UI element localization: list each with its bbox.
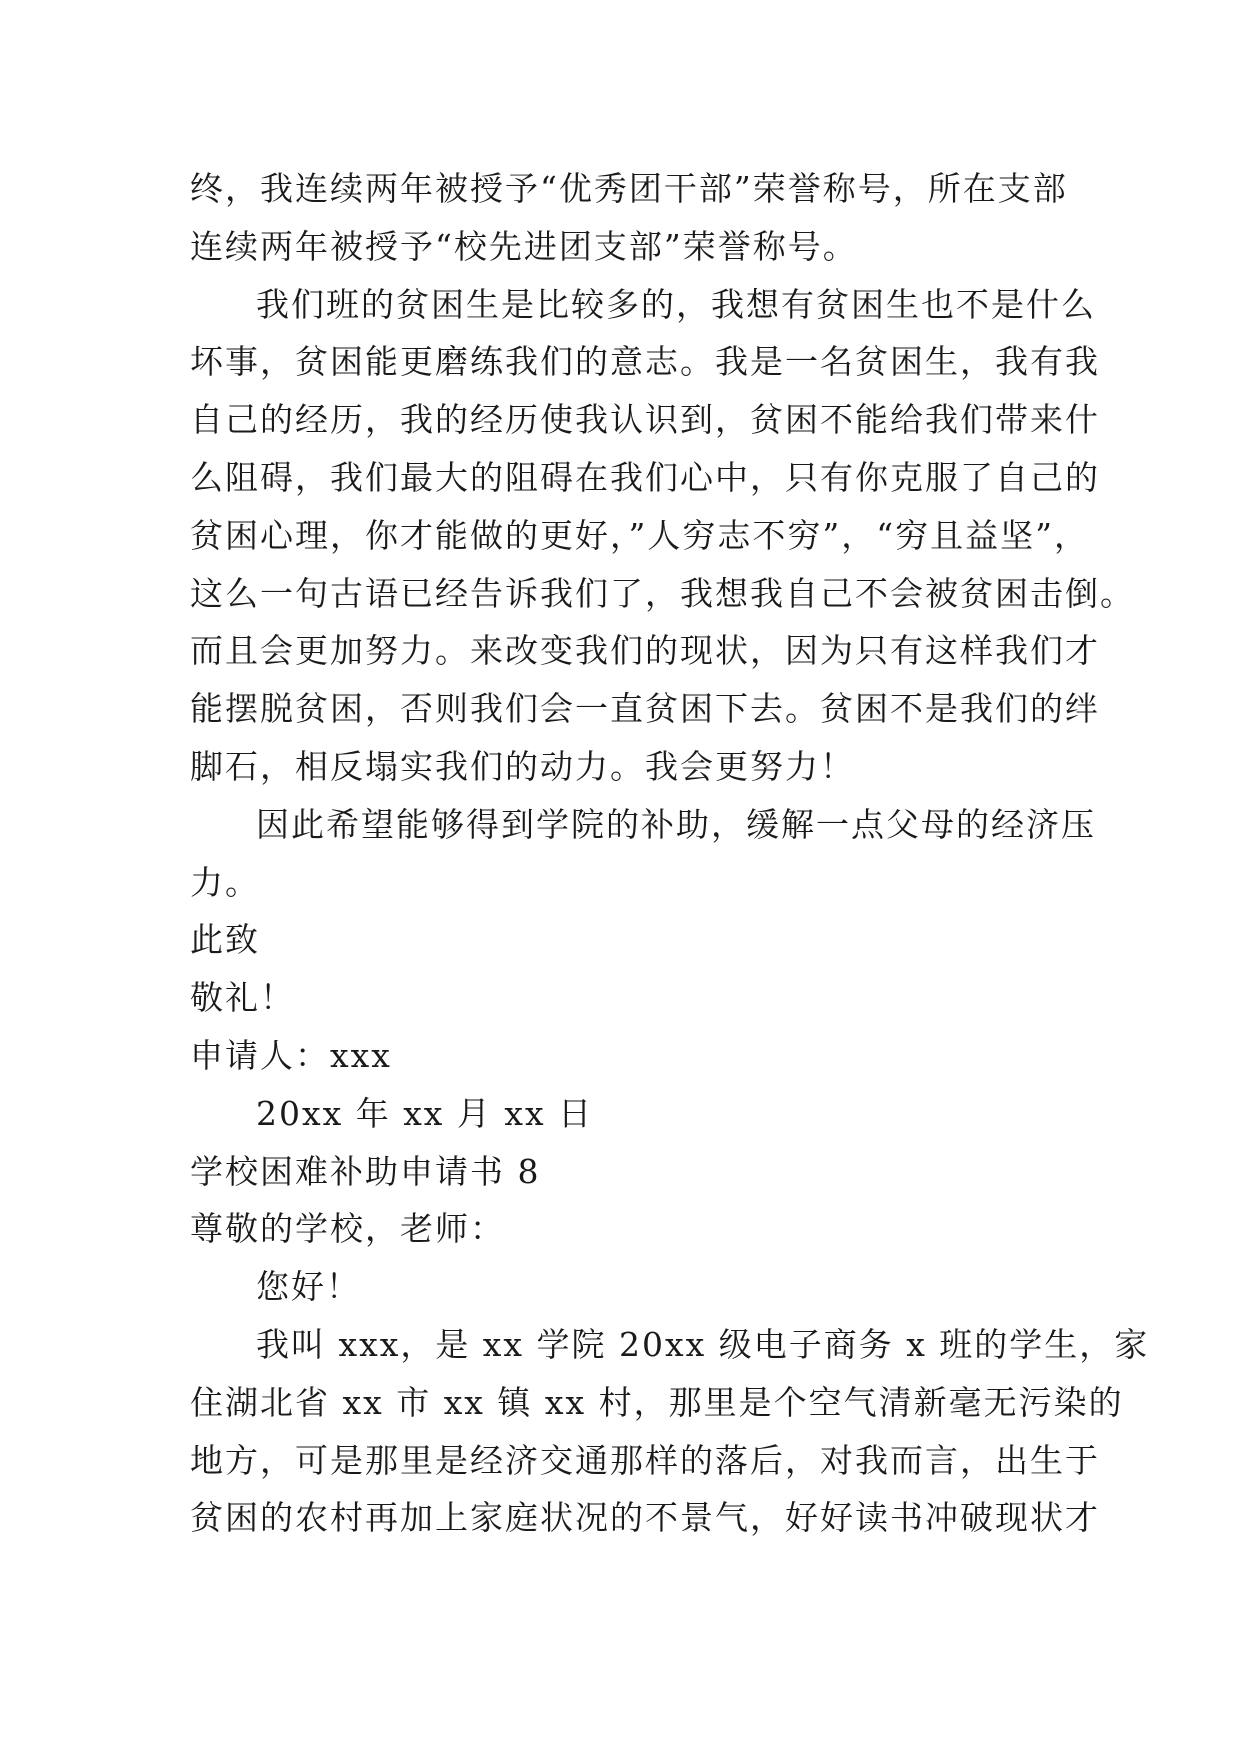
text-line: 连续两年被授予“校先进团支部”荣誉称号。 xyxy=(190,226,858,266)
text-line: 贫困心理，你才能做的更好，”人穷志不穷”，“穷且益坚”， xyxy=(190,515,1089,555)
paragraph-start-line: 我们班的贫困生是比较多的，我想有贫困生也不是什么 xyxy=(256,284,1096,324)
text-line: 坏事，贫困能更磨练我们的意志。我是一名贫困生，我有我 xyxy=(190,342,1100,382)
paragraph-start-line: 因此希望能够得到学院的补助，缓解一点父母的经济压 xyxy=(256,804,1096,844)
text-line: 能摆脱贫困，否则我们会一直贫困下去。贫困不是我们的绊 xyxy=(190,689,1100,729)
text-line: 地方，可是那里是经济交通那样的落后，对我而言，出生于 xyxy=(190,1440,1100,1480)
text-line: 而且会更加努力。来改变我们的现状，因为只有这样我们才 xyxy=(190,631,1100,671)
text-line: 力。 xyxy=(190,862,260,902)
greeting-hello: 您好！ xyxy=(256,1267,361,1307)
closing-regards: 敬礼！ xyxy=(190,978,295,1018)
text-line: 自己的经历，我的经历使我认识到，贫困不能给我们带来什 xyxy=(190,400,1100,440)
letter-greeting: 尊敬的学校，老师： xyxy=(190,1209,505,1249)
document-body xyxy=(190,160,1150,1547)
paragraph-start-line: 我叫 xxx，是 xx 学院 20xx 级电子商务 x 班的学生，家 xyxy=(256,1324,1150,1364)
text-line: 住湖北省 xx 市 xx 镇 xx 村，那里是个空气清新毫无污染的 xyxy=(190,1382,1124,1422)
closing-salutation: 此致 xyxy=(190,920,260,960)
section-heading: 学校困难补助申请书 8 xyxy=(190,1151,541,1191)
text-line: 贫困的农村再加上家庭状况的不景气，好好读书冲破现状才 xyxy=(190,1498,1100,1538)
text-line: 脚石，相反塌实我们的动力。我会更努力！ xyxy=(190,746,855,786)
text-line: 终，我连续两年被授予“优秀团干部”荣誉称号，所在支部 xyxy=(190,169,1068,208)
letter-date: 20xx 年 xx 月 xx 日 xyxy=(256,1093,594,1133)
text-line: 这么一句古语已经告诉我们了，我想我自己不会被贫困击倒。 xyxy=(190,573,1135,613)
text-line: 么阻碍，我们最大的阻碍在我们心中，只有你克服了自己的 xyxy=(190,457,1100,497)
applicant-signature: 申请人：xxx xyxy=(190,1035,392,1075)
